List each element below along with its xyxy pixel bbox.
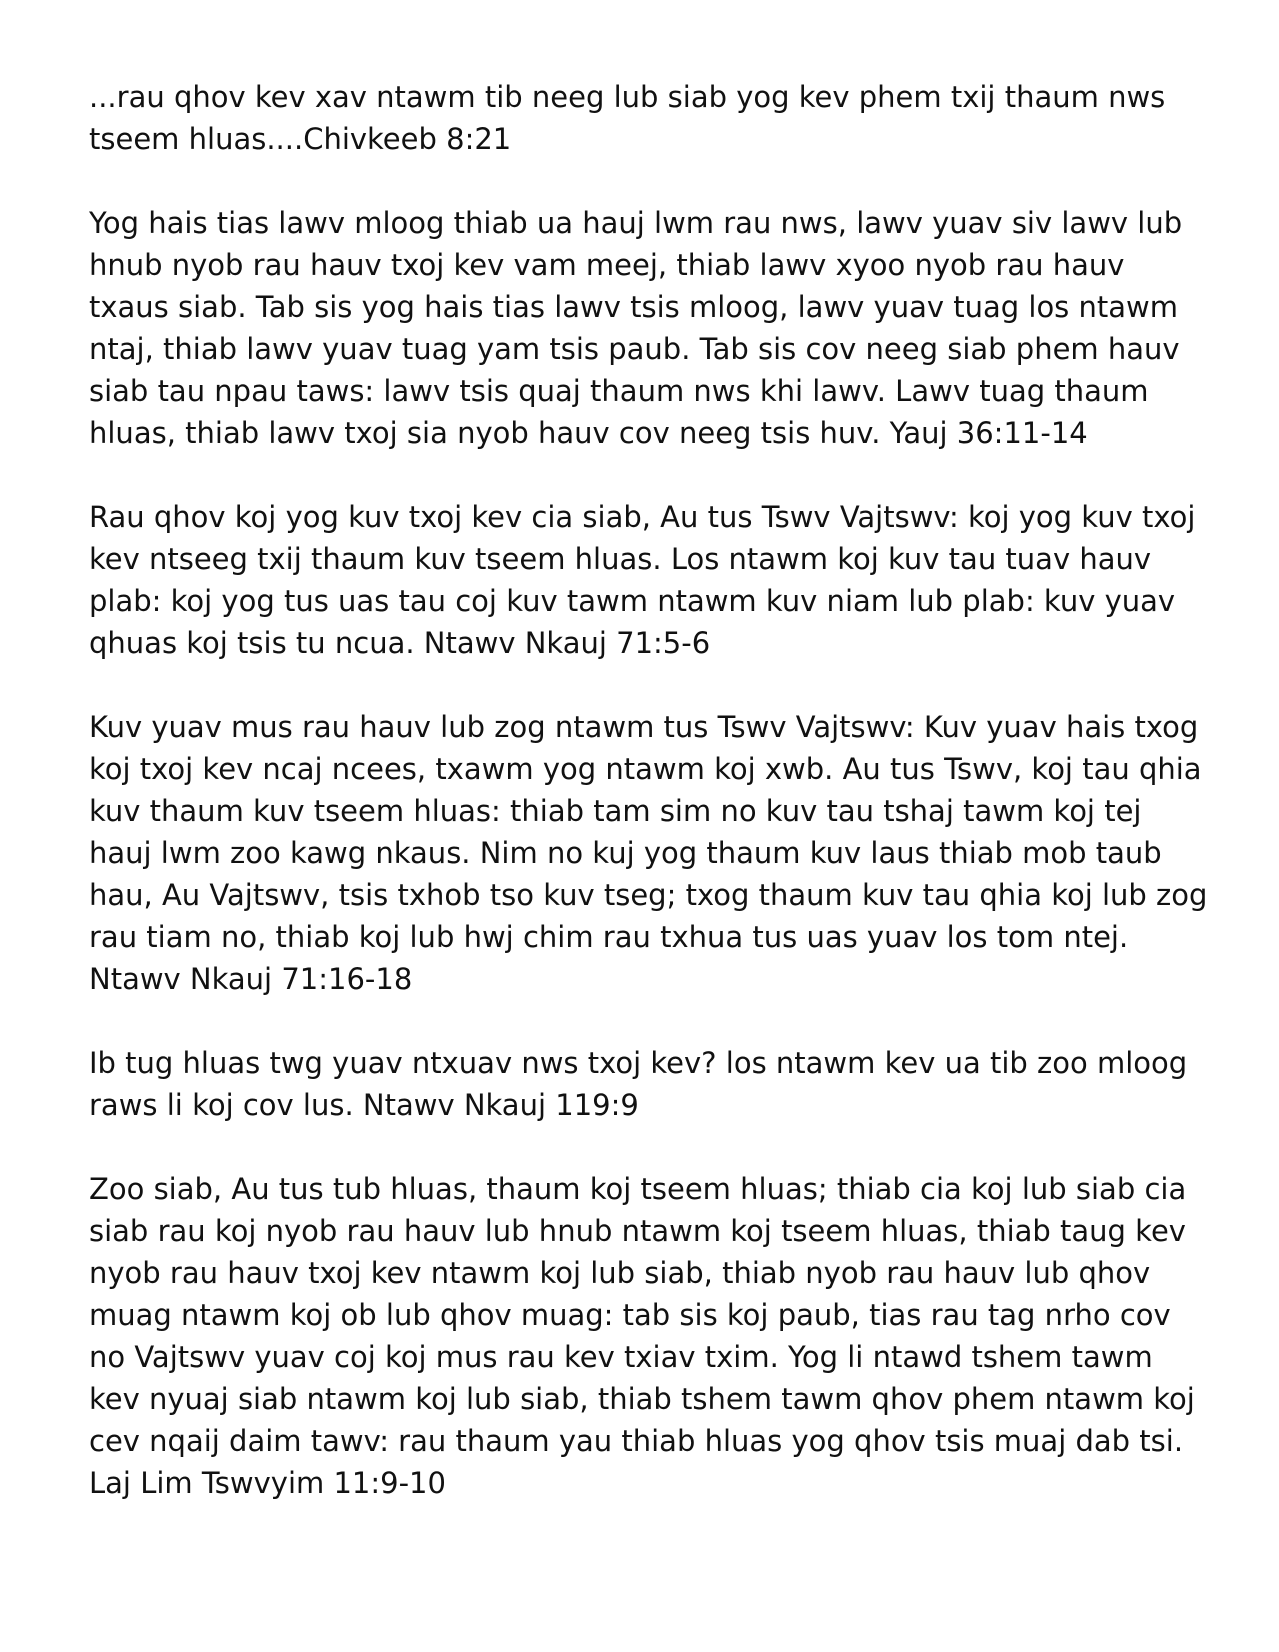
- paragraph-ntawv-nkauj-71-5-6: Rau qhov koj yog kuv txoj kev cia siab, Au tus Tswv Vajtswv: koj yog kuv txoj kev ntseeg txij thaum kuv tseem hluas. Los ntawm koj kuv tau tuav hauv plab: koj yog tus uas tau coj kuv tawm ntawm kuv niam lub plab: kuv yuav qhuas koj tsis tu ncua. Ntawv Nkauj 71:5-6: [89, 500, 1196, 660]
- document-page: [89, 76, 1209, 1546]
- paragraph-laj-lim-tswvyim-11-9-10: Zoo siab, Au tus tub hluas, thaum koj tseem hluas; thiab cia koj lub siab cia siab rau koj nyob rau hauv lub hnub ntawm koj tseem hluas, thiab taug kev nyob rau hauv txoj kev ntawm koj lub siab, thiab nyob rau hauv lub qhov muag ntawm koj ob lub qhov muag: tab sis koj paub, tias rau tag nrho cov no Vajtswv yuav coj koj mus rau kev txiav txim. Yog li ntawd tshem tawm kev nyuaj siab ntawm koj lub siab, thiab tshem tawm qhov phem ntawm koj cev nqaij daim tawv: rau thaum yau thiab hluas yog qhov tsis muaj dab tsi. Laj Lim Tswvyim 11:9-10: [89, 1172, 1195, 1500]
- paragraph-ntawv-nkauj-119-9: Ib tug hluas twg yuav ntxuav nws txoj kev? los ntawm kev ua tib zoo mloog raws li koj cov lus. Ntawv Nkauj 119:9: [89, 1046, 1188, 1122]
- paragraph-chivkeeb-8-21: ...rau qhov kev xav ntawm tib neeg lub siab yog kev phem txij thaum nws tseem hluas....Chivkeeb 8:21: [89, 80, 1166, 156]
- paragraph-yauj-36-11-14: Yog hais tias lawv mloog thiab ua hauj lwm rau nws, lawv yuav siv lawv lub hnub nyob rau hauv txoj kev vam meej, thiab lawv xyoo nyob rau hauv txaus siab. Tab sis yog hais tias lawv tsis mloog, lawv yuav tuag los ntawm ntaj, thiab lawv yuav tuag yam tsis paub. Tab sis cov neeg siab phem hauv siab tau npau taws: lawv tsis quaj thaum nws khi lawv. Lawv tuag thaum hluas, thiab lawv txoj sia nyob hauv cov neeg tsis huv. Yauj 36:11-14: [89, 206, 1183, 450]
- paragraph-ntawv-nkauj-71-16-18: Kuv yuav mus rau hauv lub zog ntawm tus Tswv Vajtswv: Kuv yuav hais txog koj txoj kev ncaj ncees, txawm yog ntawm koj xwb. Au tus Tswv, koj tau qhia kuv thaum kuv tseem hluas: thiab tam sim no kuv tau tshaj tawm koj tej hauj lwm zoo kawg nkaus. Nim no kuj yog thaum kuv laus thiab mob taub hau, Au Vajtswv, tsis txhob tso kuv tseg; txog thaum kuv tau qhia koj lub zog rau tiam no, thiab koj lub hwj chim rau txhua tus uas yuav los tom ntej. Ntawv Nkauj 71:16-18: [89, 710, 1208, 996]
